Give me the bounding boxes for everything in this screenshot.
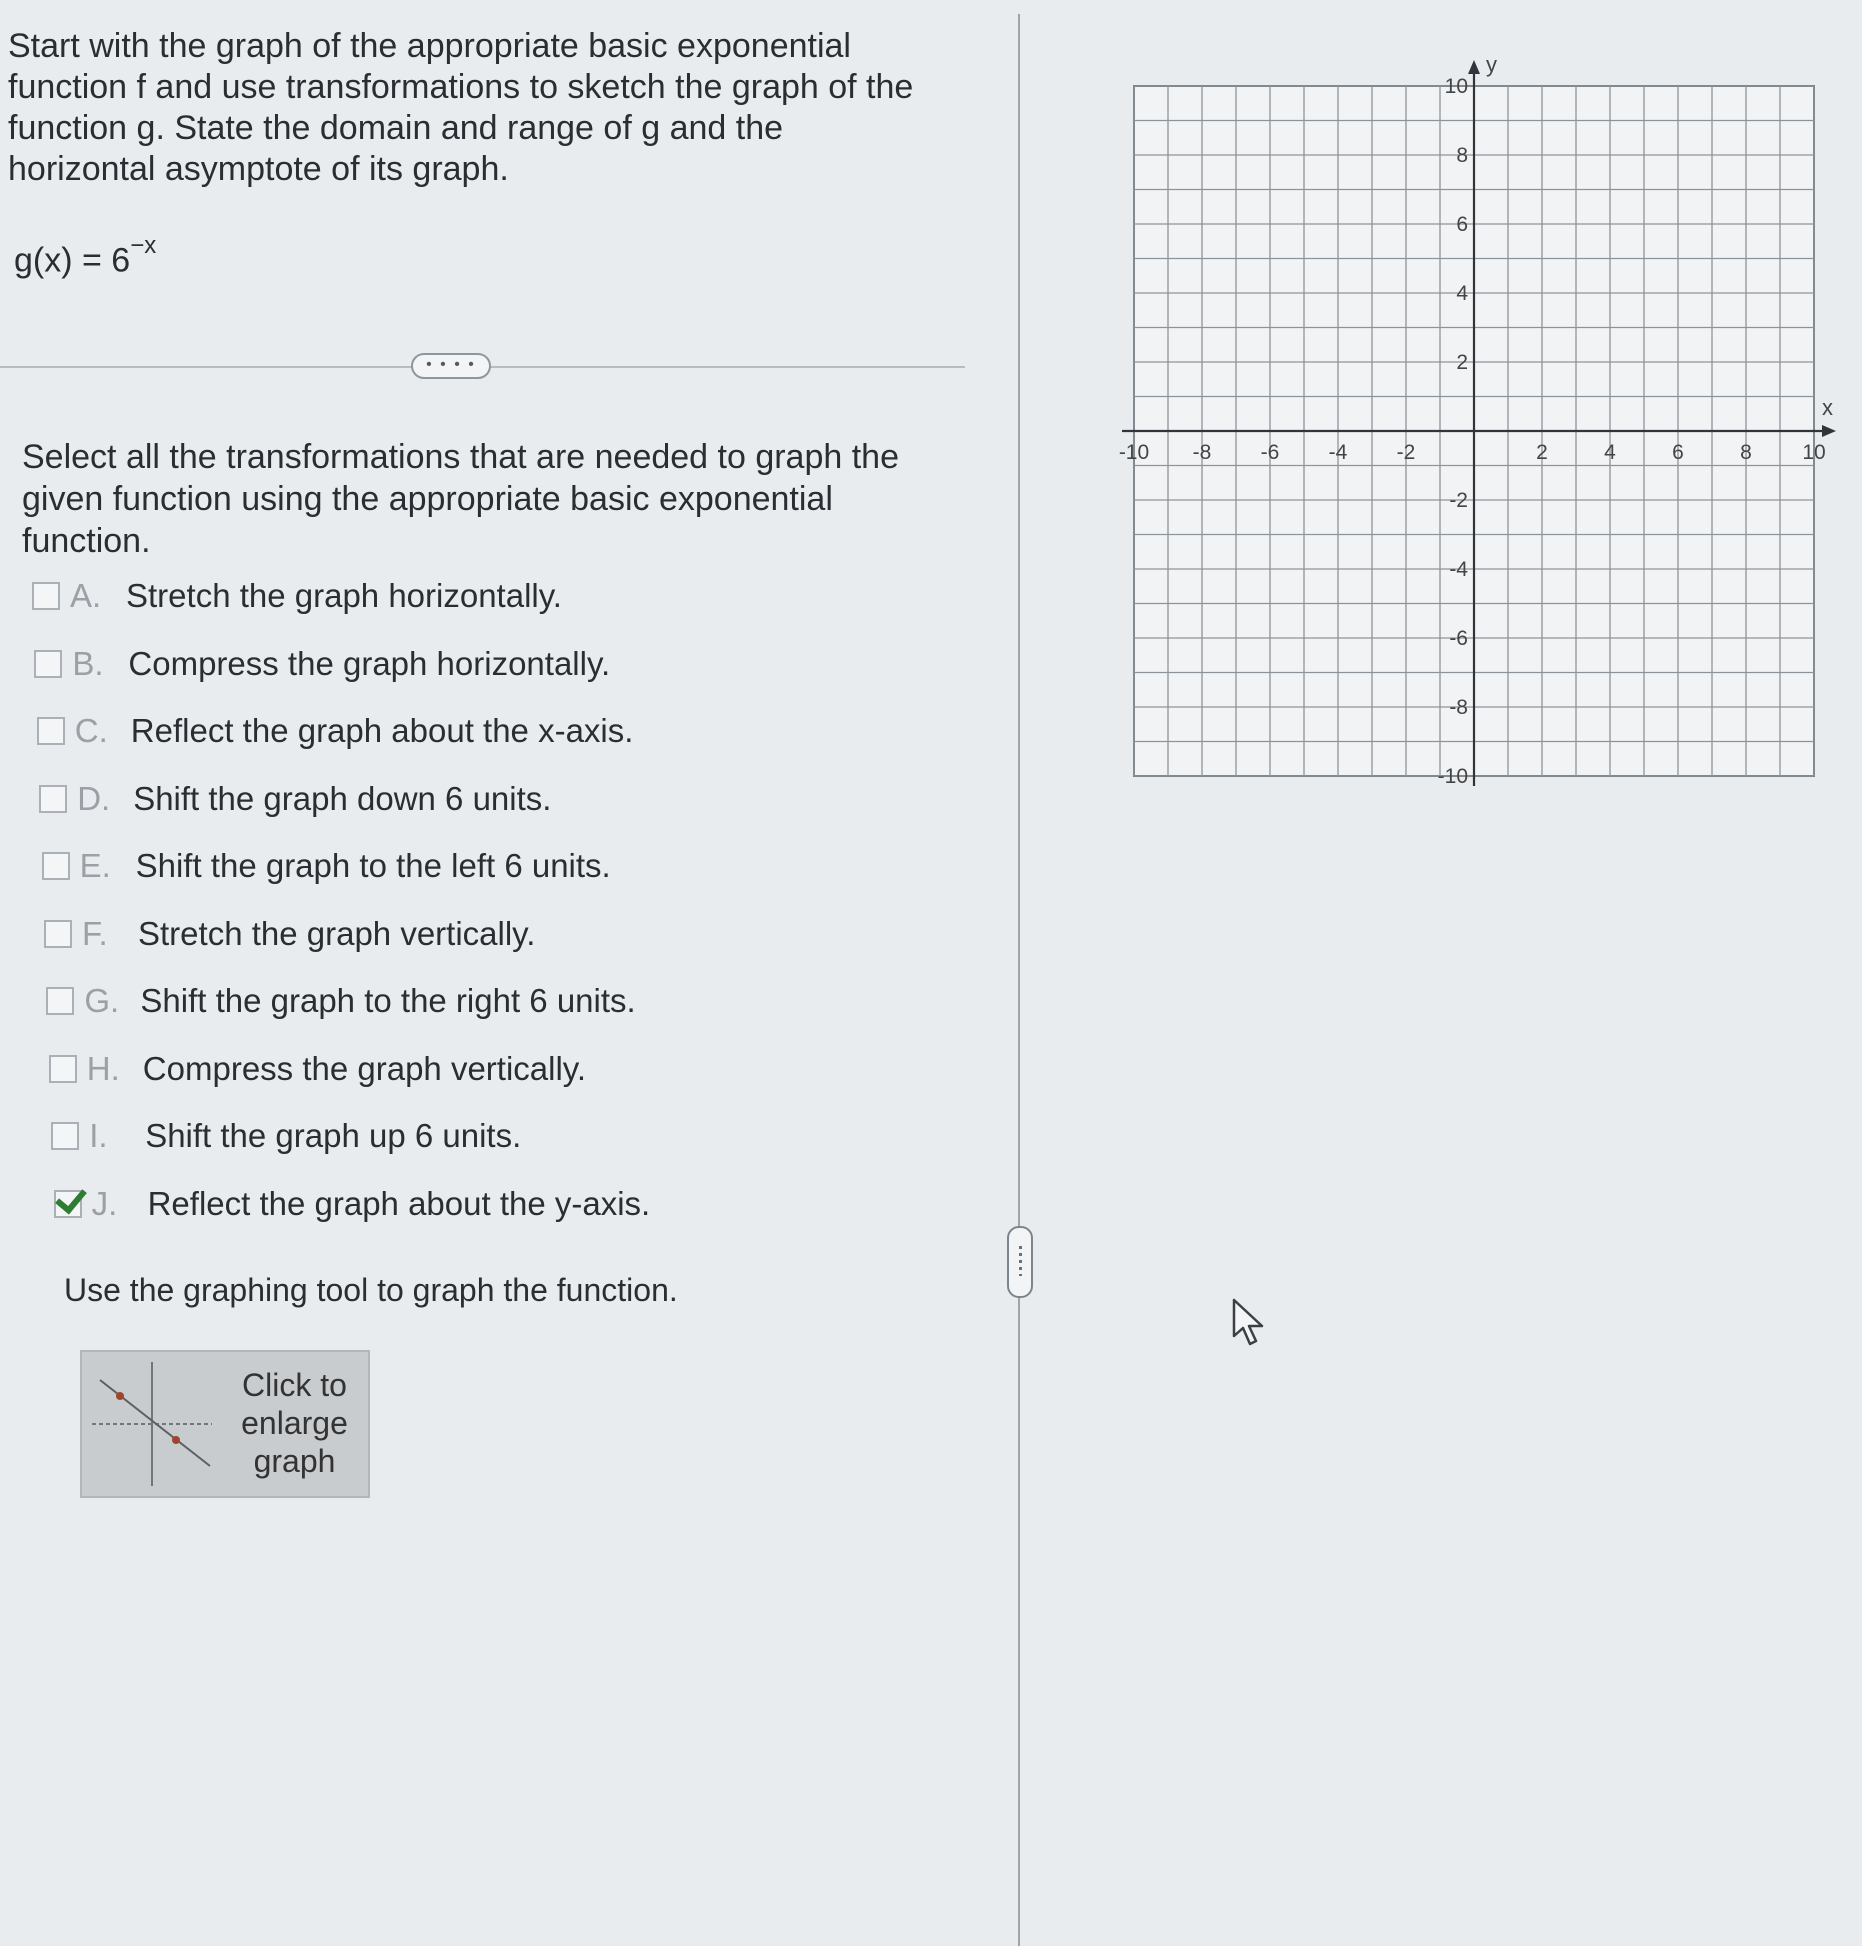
option-letter: E. — [79, 847, 111, 884]
y-tick-label: -4 — [1449, 558, 1468, 581]
splitter-handle[interactable] — [1007, 1226, 1033, 1298]
option-f[interactable] — [44, 912, 535, 956]
option-c[interactable] — [37, 709, 634, 753]
option-letter: J. — [91, 1184, 118, 1222]
option-letter: H. — [86, 1049, 120, 1087]
problem-text: Start with the graph of the appropriate basic exponential function f and use transformations to sketch the graph of the function g. State the domain and range of g and the horizontal asymptote of its graph. — [8, 27, 914, 188]
y-tick-label: 4 — [1456, 282, 1468, 305]
x-axis-label: x — [1822, 395, 1833, 420]
option-letter: F. — [82, 914, 108, 952]
x-tick-label: 10 — [1802, 441, 1826, 464]
enlarge-line-3: graph — [253, 1443, 336, 1479]
x-tick-label: 2 — [1536, 441, 1548, 464]
option-j[interactable] — [54, 1182, 651, 1226]
x-tick-label: -6 — [1260, 441, 1280, 464]
y-tick-label: 6 — [1456, 213, 1468, 236]
option-text: Shift the graph down 6 units. — [133, 779, 552, 817]
option-checkbox[interactable] — [54, 1190, 82, 1218]
option-letter: A. — [70, 577, 102, 614]
y-tick-label: -8 — [1449, 696, 1468, 719]
y-tick-label: -6 — [1449, 627, 1468, 650]
x-axis-arrow-icon — [1822, 425, 1836, 437]
formula-exponent: −x — [130, 232, 157, 259]
x-tick-label: 4 — [1604, 441, 1616, 464]
coordinate-grid[interactable] — [1110, 40, 1840, 820]
option-text: Reflect the graph about the y-axis. — [147, 1184, 651, 1222]
option-checkbox[interactable] — [39, 785, 67, 813]
option-checkbox[interactable] — [37, 717, 65, 745]
y-tick-label: 10 — [1444, 75, 1468, 98]
option-checkbox[interactable] — [42, 852, 70, 880]
option-d[interactable] — [39, 777, 551, 821]
option-letter: I. — [89, 1117, 108, 1154]
formula-base: g(x) = 6 — [14, 241, 131, 280]
x-tick-label: -8 — [1192, 441, 1212, 464]
option-text: Shift the graph to the left 6 units. — [135, 847, 611, 884]
option-text: Stretch the graph horizontally. — [126, 577, 562, 614]
y-axis-arrow-icon — [1468, 60, 1480, 74]
option-letter: B. — [72, 644, 104, 682]
enlarge-line-2: enlarge — [241, 1405, 348, 1441]
option-checkbox[interactable] — [51, 1122, 79, 1150]
mouse-cursor-icon — [1232, 1298, 1268, 1346]
option-letter: D. — [77, 779, 111, 817]
option-text: Shift the graph up 6 units. — [145, 1117, 522, 1154]
option-e[interactable] — [42, 844, 611, 888]
expand-more-button[interactable]: • • • • — [411, 353, 491, 379]
question-prompt: Select all the transformations that are needed to graph the given function using the appropriate basic exponential function. — [22, 438, 899, 560]
option-text: Shift the graph to the right 6 units. — [140, 982, 636, 1019]
option-text: Compress the graph horizontally. — [128, 644, 611, 682]
option-i[interactable] — [51, 1114, 521, 1158]
option-h[interactable] — [49, 1047, 586, 1091]
y-tick-label: -10 — [1437, 765, 1468, 788]
function-formula — [14, 232, 157, 280]
option-b[interactable] — [34, 642, 610, 686]
graph-instruction: Use the graphing tool to graph the function. — [64, 1272, 678, 1308]
x-tick-label: 8 — [1740, 441, 1752, 464]
option-text: Reflect the graph about the x-axis. — [130, 712, 634, 749]
option-letter: C. — [74, 712, 108, 749]
x-tick-label: -10 — [1118, 441, 1150, 464]
option-checkbox[interactable] — [49, 1055, 77, 1083]
y-tick-label: 8 — [1456, 144, 1468, 167]
y-tick-label: -2 — [1449, 489, 1468, 512]
option-text: Stretch the graph vertically. — [138, 914, 536, 952]
option-letter: G. — [84, 982, 120, 1019]
enlarge-line-1: Click to — [242, 1367, 347, 1403]
y-tick-label: 2 — [1456, 351, 1468, 374]
option-checkbox[interactable] — [46, 987, 74, 1015]
option-checkbox[interactable] — [44, 920, 72, 948]
x-tick-label: -2 — [1396, 441, 1416, 464]
option-checkbox[interactable] — [32, 582, 60, 610]
pane-splitter — [1018, 14, 1020, 1946]
option-a[interactable] — [32, 574, 562, 618]
option-checkbox[interactable] — [34, 650, 62, 678]
option-g[interactable] — [46, 979, 635, 1023]
option-text: Compress the graph vertically. — [142, 1049, 587, 1087]
graph-thumbnail-icon — [92, 1362, 212, 1486]
enlarge-graph-label — [222, 1366, 367, 1480]
enlarge-graph-button[interactable] — [80, 1350, 370, 1498]
x-tick-label: 6 — [1672, 441, 1684, 464]
y-axis-label: y — [1486, 52, 1497, 77]
x-tick-label: -4 — [1328, 441, 1348, 464]
problem-statement — [8, 26, 938, 190]
